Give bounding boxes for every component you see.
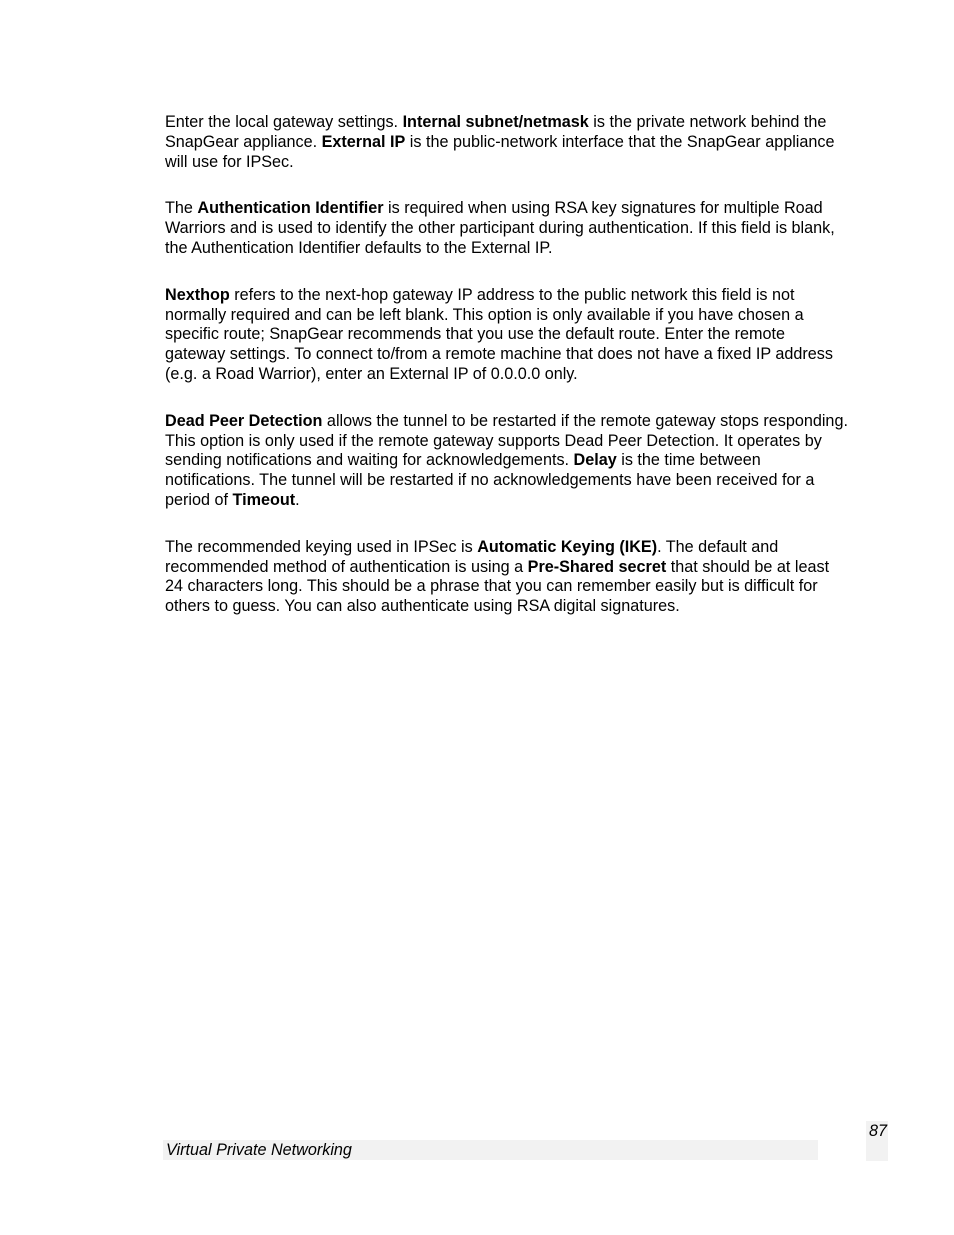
term-internal-subnet: Internal subnet/netmask xyxy=(402,113,589,131)
paragraph-local-gateway xyxy=(165,113,849,172)
term-pre-shared-secret: Pre-Shared secret xyxy=(527,557,667,576)
text-run: . xyxy=(295,490,300,509)
term-delay: Delay xyxy=(573,451,617,470)
term-authentication-identifier: Authentication Identifier xyxy=(197,199,384,218)
paragraph-nexthop xyxy=(165,286,849,385)
footer-title: Virtual Private Networking xyxy=(166,1141,352,1159)
text-run: is the private network behind the SnapGear appliance. xyxy=(165,113,827,151)
text-run: is the time between notifications. The tunnel will be restarted if no acknowledgements have been received for a period of xyxy=(165,451,815,509)
paragraph-authentication-identifier xyxy=(165,199,849,258)
text-run: allows the tunnel to be restarted if the remote gateway stops responding. This option is only used if the remote gateway supports Dead Peer Detection. It operates by sending notifications and waiting for acknowledgements. xyxy=(165,411,848,470)
text-run: is required when using RSA key signatures for multiple Road Warriors and is used to identify the other participant during authentication. If this field is blank, the Authentication Identifier defaults to the External IP. xyxy=(165,199,835,257)
text-run: The recommended keying used in IPSec is xyxy=(165,537,478,556)
term-external-ip: External IP xyxy=(321,132,406,151)
paragraph-keying xyxy=(165,538,849,617)
page-body xyxy=(165,113,849,644)
term-timeout: Timeout xyxy=(232,490,296,509)
text-run: is the public-network interface that the SnapGear appliance will use for IPSec. xyxy=(165,132,835,171)
page-number-box xyxy=(866,1121,888,1161)
term-automatic-keying: Automatic Keying (IKE) xyxy=(477,537,658,556)
page-number: 87 xyxy=(869,1122,888,1140)
text-run: that should be at least 24 characters long. This should be a phrase that you can remember easily but is difficult for others to guess. You can also authenticate using RSA digital signatures. xyxy=(165,557,830,616)
term-nexthop: Nexthop xyxy=(165,285,230,304)
text-run: . The default and recommended method of authentication is using a xyxy=(165,537,779,576)
text-run: refers to the next-hop gateway IP address to the public network this field is not normally required and can be left blank. This option is only available if you have chosen a specific route; SnapGear recommends that you use the default route. Enter the remote gateway settings. To connect to/from a remote machine that does not have a fixed IP address (e.g. a Road Warrior), enter an External IP of 0.0.0.0 only. xyxy=(165,285,833,383)
paragraph-dead-peer-detection xyxy=(165,412,849,511)
term-dead-peer-detection: Dead Peer Detection xyxy=(165,411,323,430)
text-run: The xyxy=(165,199,198,218)
footer-bar xyxy=(163,1140,818,1160)
text-run: Enter the local gateway settings. xyxy=(165,113,403,131)
